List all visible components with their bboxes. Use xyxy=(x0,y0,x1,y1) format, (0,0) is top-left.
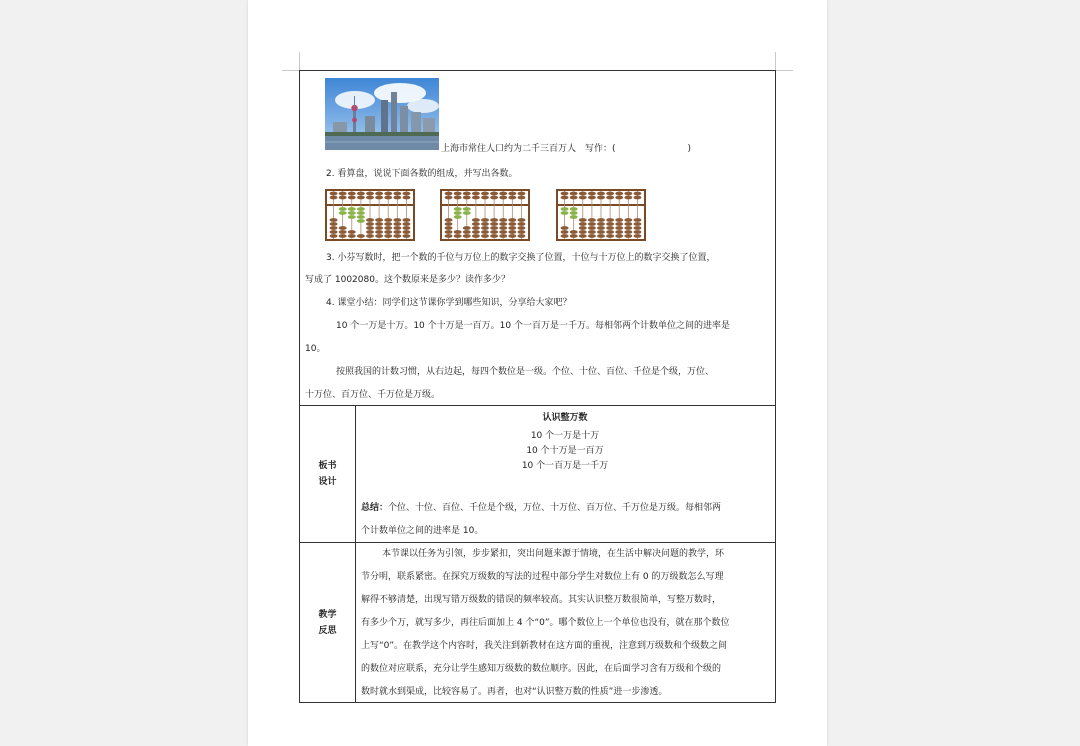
abacus-bead xyxy=(615,234,623,238)
reflection-line: 节分明，联系紧密。在探究万级数的写法的过程中部分学生对数位上有 0 的万级数怎么写理 xyxy=(361,572,724,582)
abacus-bead xyxy=(357,215,365,219)
question-4: 4. 课堂小结：同学们这节课你学到哪些知识，分享给大家吧？ xyxy=(326,298,572,308)
abacus-bead xyxy=(570,196,578,200)
abacus-bead xyxy=(517,222,525,226)
abacus-bead xyxy=(517,226,525,230)
reflection-line: 有多少个万，就写多少，再往后面加上 4 个“0”。哪个数位上一个单位也没有，就在那个数位 xyxy=(361,618,730,628)
board-label-line1: 板书 xyxy=(318,461,337,471)
question-2: 2. 看算盘，说说下面各数的组成，并写出各数。 xyxy=(326,169,518,179)
abacus-bead xyxy=(393,234,401,238)
abacus-bead xyxy=(481,234,489,238)
abacus-bead xyxy=(481,230,489,234)
abacus-bead xyxy=(454,211,462,215)
abacus-bead xyxy=(339,211,347,215)
abacus-bead xyxy=(633,196,641,200)
abacus-bead xyxy=(472,230,480,234)
abacus-bead xyxy=(570,230,578,234)
abacus-bead xyxy=(624,226,632,230)
abacus-bead xyxy=(375,234,383,238)
abacus-bead xyxy=(597,222,605,226)
abacus-bead xyxy=(606,230,614,234)
abacus-bead xyxy=(348,230,356,234)
board-summary-line2: 个计数单位之间的进率是 10。 xyxy=(361,526,484,536)
abacus-2 xyxy=(440,189,530,241)
abacus-bead xyxy=(615,230,623,234)
abacus-bead xyxy=(357,192,365,196)
abacus-bead xyxy=(330,218,338,222)
abacus-bead xyxy=(597,192,605,196)
summary-1-line1: 10 个一万是十万。10 个十万是一百万。10 个一百万是一千万。每相邻两个计数单位之间的进率是 xyxy=(336,321,730,331)
abacus-bead xyxy=(463,211,471,215)
abacus-bead xyxy=(570,207,578,211)
abacus-bead xyxy=(508,230,516,234)
abacus-bead xyxy=(375,222,383,226)
abacus-bead xyxy=(615,222,623,226)
abacus-bead xyxy=(472,218,480,222)
abacus-3 xyxy=(556,189,646,241)
abacus-bead xyxy=(490,192,498,196)
abacus-bead xyxy=(561,192,569,196)
abacus-bead xyxy=(570,215,578,219)
abacus-bead xyxy=(499,234,507,238)
abacus-bead xyxy=(402,226,410,230)
abacus-bead xyxy=(357,234,365,238)
board-line-3: 10 个一百万是一千万 xyxy=(521,461,609,471)
abacus-bead xyxy=(588,196,596,200)
abacus-bead xyxy=(499,230,507,234)
abacus-bead xyxy=(624,222,632,226)
board-summary-label: 总结： xyxy=(361,503,389,513)
abacus-bead xyxy=(561,207,569,211)
abacus-bead xyxy=(606,192,614,196)
abacus-bead xyxy=(472,192,480,196)
abacus-bead xyxy=(348,215,356,219)
abacus-bead xyxy=(348,207,356,211)
abacus-1 xyxy=(325,189,415,241)
abacus-bead xyxy=(606,226,614,230)
abacus-bead xyxy=(393,196,401,200)
abacus-bead xyxy=(615,192,623,196)
abacus-bead xyxy=(330,230,338,234)
summary-2-line1: 按照我国的计数习惯，从右边起，每四个数位是一级。个位、十位、百位、千位是个级，万位、 xyxy=(336,367,715,377)
abacus-bead xyxy=(606,196,614,200)
abacus-bead xyxy=(570,234,578,238)
abacus-bead xyxy=(402,218,410,222)
abacus-bead xyxy=(375,192,383,196)
abacus-bead xyxy=(463,234,471,238)
abacus-bead xyxy=(561,196,569,200)
abacus-bead xyxy=(330,222,338,226)
abacus-bead xyxy=(463,207,471,211)
abacus-bead xyxy=(499,218,507,222)
abacus-bead xyxy=(463,196,471,200)
reflection-line: 数时就水到渠成，比较容易了。再者，也对“认识整万数的性质”进一步渗透。 xyxy=(361,687,668,697)
abacus-bead xyxy=(384,222,392,226)
abacus-bead xyxy=(472,226,480,230)
abacus-bead xyxy=(393,218,401,222)
question-3-line2: 写成了 1002080。这个数原来是多少？读作多少？ xyxy=(305,275,510,285)
crop-mark xyxy=(299,52,300,70)
abacus-bead xyxy=(357,207,365,211)
abacus-bead xyxy=(561,226,569,230)
abacus-bead xyxy=(499,222,507,226)
abacus-bead xyxy=(633,234,641,238)
summary-2-line2: 十万位、百万位、千万位是万级。 xyxy=(305,390,441,400)
shanghai-skyline-photo xyxy=(325,78,439,150)
abacus-bead xyxy=(454,234,462,238)
abacus-bead xyxy=(402,192,410,196)
abacus-bead xyxy=(454,215,462,219)
abacus-bead xyxy=(490,196,498,200)
abacus-bead xyxy=(481,226,489,230)
abacus-bead xyxy=(445,226,453,230)
abacus-bead xyxy=(445,234,453,238)
abacus-bead xyxy=(357,196,365,200)
abacus-bead xyxy=(570,192,578,196)
abacus-bead xyxy=(330,234,338,238)
abacus-bead xyxy=(330,226,338,230)
board-title: 认识整万数 xyxy=(542,413,588,423)
abacus-bead xyxy=(454,230,462,234)
reflection-label-line2: 反思 xyxy=(318,625,337,636)
abacus-bead xyxy=(366,222,374,226)
abacus-bead xyxy=(445,222,453,226)
abacus-bead xyxy=(606,234,614,238)
abacus-bead xyxy=(633,192,641,196)
abacus-bead xyxy=(561,230,569,234)
population-caption: 上海市常住人口约为二千三百万人 写作：( ) xyxy=(441,144,692,154)
board-line-2: 10 个十万是一百万 xyxy=(526,446,604,456)
abacus-bead xyxy=(517,218,525,222)
abacus-bead xyxy=(339,192,347,196)
abacus-bead xyxy=(508,196,516,200)
abacus-bead xyxy=(445,230,453,234)
abacus-bead xyxy=(615,196,623,200)
abacus-bead xyxy=(490,222,498,226)
abacus-bead xyxy=(339,196,347,200)
abacus-bead xyxy=(472,196,480,200)
abacus-bead xyxy=(402,196,410,200)
abacus-bead xyxy=(579,226,587,230)
board-summary-line1 xyxy=(361,497,721,520)
abacus-bead xyxy=(508,222,516,226)
abacus-bead xyxy=(588,218,596,222)
reflection-content xyxy=(356,543,776,703)
abacus-bead xyxy=(624,234,632,238)
abacus-bead xyxy=(597,196,605,200)
abacus-bead xyxy=(624,192,632,196)
abacus-bead xyxy=(472,234,480,238)
abacus-bead xyxy=(393,230,401,234)
abacus-bead xyxy=(384,196,392,200)
abacus-bead xyxy=(384,226,392,230)
reflection-label-line1: 教学 xyxy=(318,609,337,620)
abacus-bead xyxy=(588,230,596,234)
abacus-bead xyxy=(357,219,365,223)
abacus-bead xyxy=(633,226,641,230)
crop-mark xyxy=(775,70,793,71)
abacus-bead xyxy=(445,192,453,196)
summary-1-line2: 10。 xyxy=(305,344,326,354)
abacus-bead xyxy=(490,226,498,230)
abacus-bead xyxy=(579,196,587,200)
abacus-bead xyxy=(384,192,392,196)
abacus-bead xyxy=(579,234,587,238)
abacus-bead xyxy=(330,196,338,200)
abacus-bead xyxy=(633,230,641,234)
abacus-bead xyxy=(339,230,347,234)
exercise-section xyxy=(300,71,776,406)
abacus-bead xyxy=(375,196,383,200)
abacus-bead xyxy=(366,192,374,196)
abacus-bead xyxy=(490,230,498,234)
abacus-bead xyxy=(579,230,587,234)
abacus-bead xyxy=(339,207,347,211)
abacus-bead xyxy=(339,234,347,238)
abacus-bead xyxy=(508,192,516,196)
abacus-bead xyxy=(624,218,632,222)
abacus-bead xyxy=(624,196,632,200)
abacus-bead xyxy=(366,226,374,230)
reflection-line: 上写“0”。在教学这个内容时，我关注到新教材在这方面的重视，注意到万级数和个级数之间 xyxy=(361,641,728,651)
abacus-bead xyxy=(579,218,587,222)
abacus-bead xyxy=(561,234,569,238)
abacus-bead xyxy=(348,211,356,215)
abacus-bead xyxy=(490,218,498,222)
abacus-bead xyxy=(454,192,462,196)
abacus-bead xyxy=(517,196,525,200)
abacus-bead xyxy=(366,230,374,234)
board-design-label xyxy=(300,406,356,543)
question-3-line1: 3. 小芬写数时，把一个数的千位与万位上的数字交换了位置，十位与十万位上的数字交换了位置， xyxy=(326,253,716,263)
abacus-bead xyxy=(481,192,489,196)
reflection-label xyxy=(300,543,356,703)
lesson-table xyxy=(299,70,776,703)
abacus-bead xyxy=(615,218,623,222)
reflection-line: 解得不够清楚，出现写错万级数的错误的频率较高。其实认识整万数很简单，写整万数时， xyxy=(361,595,722,605)
abacus-bead xyxy=(588,226,596,230)
abacus-bead xyxy=(633,218,641,222)
abacus-bead xyxy=(597,234,605,238)
abacus-bead xyxy=(348,196,356,200)
board-label-line2: 设计 xyxy=(318,477,337,487)
abacus-bead xyxy=(330,192,338,196)
abacus-bead xyxy=(508,226,516,230)
abacus-bead xyxy=(597,218,605,222)
abacus-bead xyxy=(348,234,356,238)
abacus-bead xyxy=(357,211,365,215)
abacus-bead xyxy=(624,230,632,234)
reflection-line: 的数位对应联系，充分让学生感知万级数的数位顺序。因此，在后面学习含有万级和个级的 xyxy=(361,664,722,674)
abacus-bead xyxy=(499,196,507,200)
abacus-bead xyxy=(606,222,614,226)
abacus-bead xyxy=(463,192,471,196)
abacus-bead xyxy=(402,222,410,226)
abacus-bead xyxy=(375,230,383,234)
abacus-bead xyxy=(499,192,507,196)
abacus-bead xyxy=(454,196,462,200)
abacus-bead xyxy=(606,218,614,222)
abacus-bead xyxy=(579,222,587,226)
abacus-bead xyxy=(393,192,401,196)
abacus-bead xyxy=(375,218,383,222)
abacus-bead xyxy=(579,192,587,196)
reflection-line: 本节课以任务为引领，步步紧扣，突出问题来源于情境，在生活中解决问题的教学，环 xyxy=(382,549,725,559)
abacus-bead xyxy=(445,196,453,200)
abacus-bead xyxy=(508,218,516,222)
abacus-bead xyxy=(402,234,410,238)
abacus-bead xyxy=(393,222,401,226)
abacus-bead xyxy=(463,226,471,230)
abacus-bead xyxy=(384,234,392,238)
abacus-bead xyxy=(481,196,489,200)
abacus-bead xyxy=(375,226,383,230)
abacus-bead xyxy=(570,211,578,215)
abacus-bead xyxy=(481,222,489,226)
abacus-bead xyxy=(517,230,525,234)
abacus-bead xyxy=(445,218,453,222)
board-line-1: 10 个一万是十万 xyxy=(530,431,600,441)
abacus-bead xyxy=(402,230,410,234)
abacus-bead xyxy=(517,234,525,238)
abacus-bead xyxy=(339,226,347,230)
abacus-bead xyxy=(597,230,605,234)
abacus-bead xyxy=(490,234,498,238)
abacus-bead xyxy=(499,226,507,230)
board-summary-text: 个位、十位、百位、千位是个级，万位、十万位、百万位、千万位是万级。每相邻两 xyxy=(388,503,722,513)
crop-mark xyxy=(282,70,300,71)
abacus-bead xyxy=(384,218,392,222)
abacus-bead xyxy=(348,192,356,196)
abacus-bead xyxy=(508,234,516,238)
abacus-bead xyxy=(366,234,374,238)
crop-mark xyxy=(775,52,776,70)
abacus-bead xyxy=(597,226,605,230)
abacus-bead xyxy=(454,207,462,211)
abacus-bead xyxy=(517,192,525,196)
abacus-bead xyxy=(588,234,596,238)
board-design-content xyxy=(356,406,776,543)
abacus-bead xyxy=(393,226,401,230)
abacus-bead xyxy=(633,222,641,226)
abacus-bead xyxy=(463,230,471,234)
abacus-bead xyxy=(384,230,392,234)
abacus-bead xyxy=(366,218,374,222)
abacus-bead xyxy=(472,222,480,226)
abacus-bead xyxy=(366,196,374,200)
abacus-bead xyxy=(615,226,623,230)
abacus-bead xyxy=(588,222,596,226)
abacus-bead xyxy=(481,218,489,222)
abacus-bead xyxy=(588,192,596,196)
abacus-bead xyxy=(561,211,569,215)
